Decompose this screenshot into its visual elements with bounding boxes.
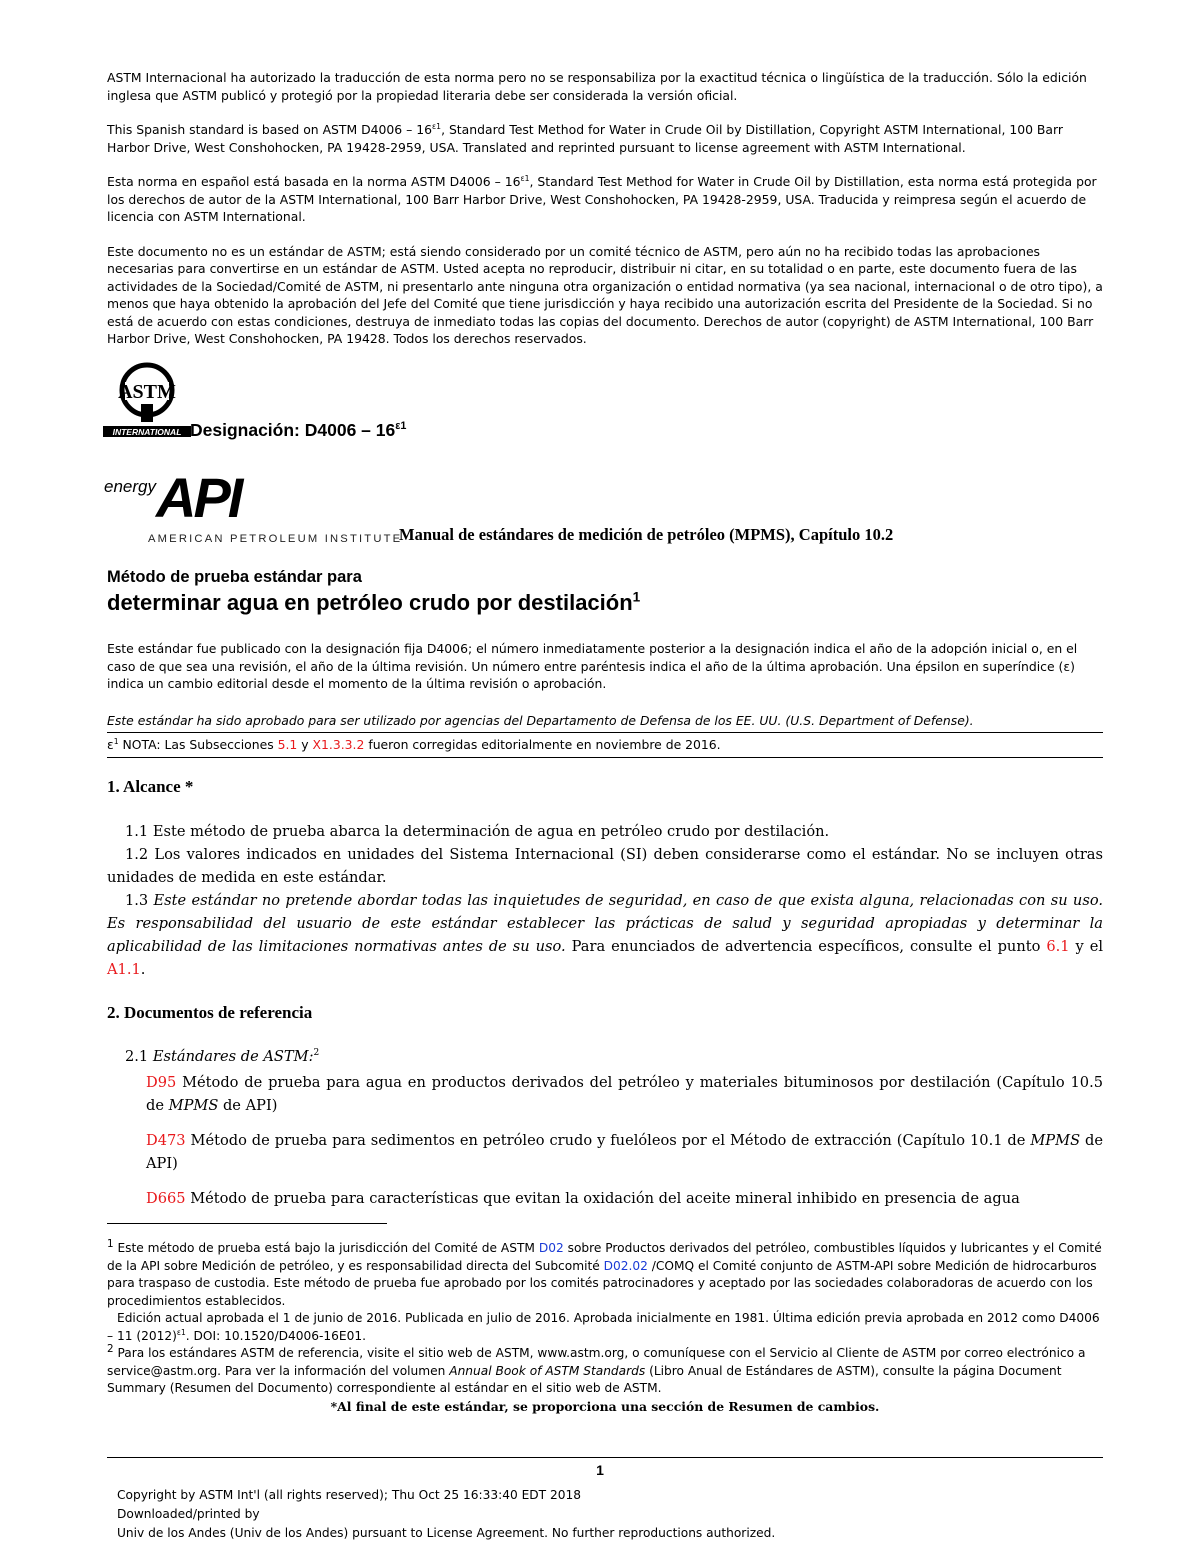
api-mark-text: API <box>156 466 241 524</box>
reference-text: Método de prueba para sedimentos en petróleo crudo y fuelóleos por el Método de extracción (Capítulo 10.1 de <box>185 1132 1031 1149</box>
astm-international-logo <box>103 360 191 440</box>
issuance-text: Este estándar fue publicado con la designación fija D4006; el número inmediatamente posterior a la designación indica el año de la adopción inicial o, en el caso de que sea una revisión, el año de la última revisión. Un número entre paréntesis indica el año de la última aprobación. Una épsilon en superíndice (ε) indica un cambio editorial desde el momento de la última revisión o aprobación. <box>107 641 1078 691</box>
reference-italic: MPMS <box>168 1097 219 1114</box>
edition-sup: ε1 <box>176 1327 186 1337</box>
divider <box>107 732 1103 733</box>
epsilon-note-text: fueron corregidas editorialmente en noviembre de 2016. <box>364 737 721 752</box>
reference-italic: MPMS <box>1030 1132 1081 1149</box>
api-energy-text: energy <box>104 477 156 496</box>
epsilon-note <box>107 736 1103 754</box>
subsection-link[interactable]: 5.1 <box>277 737 298 752</box>
copyright-footer <box>117 1486 775 1543</box>
reference-text: Método de prueba para agua en productos derivados del petróleo y materiales bituminosos por destilación (Capítulo 10.5 de <box>146 1074 1103 1114</box>
clause-text: . <box>140 961 146 978</box>
disclaimer-p2-end: , Standard Test Method for Water in Crude Oil by Distillation, Copyright ASTM International, 100 Barr Harbor Drive, West Conshohocken, PA 19428-2959, USA. Translated and reprinted pursuant to license agreement with ASTM International. <box>107 122 1063 155</box>
api-logo <box>104 462 254 524</box>
footnotes <box>107 1237 1103 1415</box>
footer-copyright: Copyright by ASTM Int'l (all rights reserved); Thu Oct 25 16:33:40 EDT 2018 <box>117 1488 581 1502</box>
document-title-prefix: Método de prueba estándar para <box>107 568 362 586</box>
astm-logo-band-text: INTERNATIONAL <box>112 427 182 437</box>
footnote-number: 1 <box>107 1237 114 1250</box>
disclaimer-paragraph-1: ASTM Internacional ha autorizado la traducción de esta norma pero no se responsabiliza por la exactitud técnica o lingüística de la traducción. Sólo la edición inglesa que ASTM publicó y protegió por la propiedad literaria debe ser considerada la versión oficial. <box>107 70 1087 103</box>
footnote-ref: 2 <box>313 1048 320 1059</box>
designation-sup: ε1 <box>395 420 407 433</box>
section-1-heading: 1. Alcance * <box>107 777 194 796</box>
api-institute-name: AMERICAN PETROLEUM INSTITUTE <box>148 533 403 545</box>
issuance-note <box>107 640 1103 693</box>
reference-text: de API) <box>146 1132 1103 1172</box>
epsilon-note-text: y <box>297 737 313 752</box>
footnote-italic: Annual Book of ASTM Standards <box>449 1363 646 1378</box>
subcommittee-link[interactable]: D02.02 <box>603 1258 648 1273</box>
reference-text: de API) <box>218 1097 278 1114</box>
reference-item <box>107 1129 1103 1175</box>
designation-label: Designación: D4006 – 16 <box>190 420 396 440</box>
document-title <box>107 590 640 616</box>
divider <box>107 757 1103 758</box>
footnote-rule <box>107 1223 387 1224</box>
disclaimer-p2-start: This Spanish standard is based on ASTM D4006 – 16 <box>107 122 433 137</box>
edition-text: Edición actual aprobada el 1 de junio de 2016. Publicada en julio de 2016. Aprobada inicialmente en 1981. Última edición previa aprobada en 2012 como D4006 – 11 (2012) <box>107 1311 1100 1343</box>
document-title-text: determinar agua en petróleo crudo por destilación <box>107 590 633 615</box>
footnote-number: 2 <box>107 1342 114 1355</box>
section-link[interactable]: 6.1 <box>1046 938 1070 955</box>
section-1-body <box>107 820 1103 981</box>
section-2-1 <box>107 1045 1103 1068</box>
section-2-body <box>107 1045 1103 1210</box>
footer-downloaded: Downloaded/printed by <box>117 1507 260 1521</box>
footnote-text: (Libro Anual de Estándares de ASTM), consulte la página Document Summary (Resumen del Documento) correspondiente al estándar en el sitio web de ASTM. <box>107 1363 1062 1395</box>
title-footnote-ref: 1 <box>632 589 641 605</box>
reference-link[interactable]: D665 <box>146 1190 186 1207</box>
edition-doi: . DOI: 10.1520/D4006-16E01. <box>185 1328 366 1343</box>
page-number: 1 <box>596 1462 604 1478</box>
reference-link[interactable]: D95 <box>146 1074 177 1091</box>
dod-note: Este estándar ha sido aprobado para ser utilizado por agencias del Departamento de Defensa de los EE. UU. (U.S. Department of Defense). <box>107 713 974 728</box>
epsilon-sup: ε1 <box>520 173 530 183</box>
clause-number: 2.1 <box>125 1048 153 1065</box>
reference-link[interactable]: D473 <box>146 1132 186 1149</box>
section-1-2: 1.2 Los valores indicados en unidades del Sistema Internacional (SI) deben considerarse como el estándar. No se incluyen otras unidades de medida en este estándar. <box>107 846 1103 886</box>
reference-text: Método de prueba para características que evitan la oxidación del aceite mineral inhibido en presencia de agua <box>185 1190 1020 1207</box>
reference-item <box>107 1187 1103 1210</box>
footnote-text: sobre Productos derivados del petróleo, combustibles líquidos y lubricantes y el Comité de la API sobre Medición de petróleo, y es responsabilidad directa del Subcomité <box>107 1241 1102 1273</box>
annex-link[interactable]: A1.1 <box>107 961 141 978</box>
epsilon-sup: ε1 <box>432 121 442 131</box>
footnote-text: /COMQ el Comité conjunto de ASTM-API sobre Medición de hidrocarburos para traspaso de custodia. Este método de prueba fue aprobado por los comités patrocinadores y aceptado por las sociedades colaboradoras de acuerdo con los procedimientos establecidos. <box>107 1258 1097 1308</box>
reference-item <box>107 1071 1103 1117</box>
epsilon-symbol: ε <box>107 737 114 752</box>
astm-standards-label: Estándares de ASTM: <box>152 1048 314 1065</box>
clause-text: y el <box>1069 938 1103 955</box>
summary-of-changes-note: *Al final de este estándar, se proporciona una sección de Resumen de cambios. <box>330 1398 880 1414</box>
astm-logo-text: ASTM <box>118 381 176 403</box>
footnote-1 <box>107 1237 1103 1310</box>
epsilon-note-sup: 1 <box>113 736 119 746</box>
clause-text: Para enunciados de advertencia específicos, consulte el punto <box>565 938 1047 955</box>
section-1-1: 1.1 Este método de prueba abarca la determinación de agua en petróleo crudo por destilación. <box>125 823 830 840</box>
section-2-heading: 2. Documentos de referencia <box>107 1003 313 1022</box>
footnote-1-edition <box>107 1310 1103 1345</box>
page-bottom-rule <box>107 1457 1103 1458</box>
translation-disclaimer <box>107 69 1103 348</box>
designation <box>190 420 406 441</box>
subsection-link[interactable]: X1.3.3.2 <box>312 737 365 752</box>
clause-number: 1.3 <box>125 892 154 909</box>
committee-link[interactable]: D02 <box>538 1241 564 1255</box>
disclaimer-paragraph-2 <box>107 121 1103 156</box>
safety-caveat: Este estándar no pretende abordar todas las inquietudes de seguridad, en caso de que exista alguna, relacionadas con su uso. Es responsabilidad del usuario de este estándar establecer las prácticas de salud y seguridad apropiadas y determinar la aplicabilidad de las limitaciones normativas antes de su uso. <box>107 892 1103 955</box>
manual-chapter-title: Manual de estándares de medición de petróleo (MPMS), Capítulo 10.2 <box>399 525 894 544</box>
disclaimer-paragraph-3 <box>107 173 1103 226</box>
footnote-text: Para los estándares ASTM de referencia, visite el sitio web de ASTM, www.astm.org, o comuníquese con el Servicio al Cliente de ASTM por correo electrónico a service@astm.org. Para ver la información del volumen <box>107 1346 1086 1378</box>
footer-license: Univ de los Andes (Univ de los Andes) pursuant to License Agreement. No further reproductions authorized. <box>117 1526 776 1540</box>
epsilon-note-text: NOTA: Las Subsecciones <box>118 737 278 752</box>
footnote-text: Este método de prueba está bajo la jurisdicción del Comité de ASTM <box>113 1241 539 1255</box>
footnote-2 <box>107 1342 1103 1398</box>
disclaimer-p3-end: , Standard Test Method for Water in Crude Oil by Distillation, esta norma está protegida por los derechos de autor de la ASTM International, 100 Barr Harbor Drive, West Conshohocken, PA 19428-2959, USA. Traducida y reimpresa según el acuerdo de licencia con ASTM International. <box>107 174 1097 224</box>
disclaimer-paragraph-4: Este documento no es un estándar de ASTM; está siendo considerado por un comité técnico de ASTM, pero aún no ha recibido todas las aprobaciones necesarias para convertirse en un estándar de ASTM. Usted acepta no reproducir, distribuir ni citar, en su totalidad o en parte, este documento fuera de las actividades de la Sociedad/Comité de ASTM, ni presentarlo ante ninguna otra organización o entidad normativa (ya sea nacional, internacional o de otro tipo), a menos que haya obtenido la aprobación del Jefe del Comité que tiene jurisdicción y haya recibido una autorización escrita del Presidente de la Sociedad. Si no está de acuerdo con estas condiciones, destruya de inmediato todas las copias del documento. Derechos de autor (copyright) de ASTM International, 100 Barr Harbor Drive, West Conshohocken, PA 19428. Todos los derechos reservados. <box>107 243 1103 346</box>
section-1-3 <box>107 889 1103 981</box>
disclaimer-p3-start: Esta norma en español está basada en la norma ASTM D4006 – 16 <box>107 174 521 189</box>
